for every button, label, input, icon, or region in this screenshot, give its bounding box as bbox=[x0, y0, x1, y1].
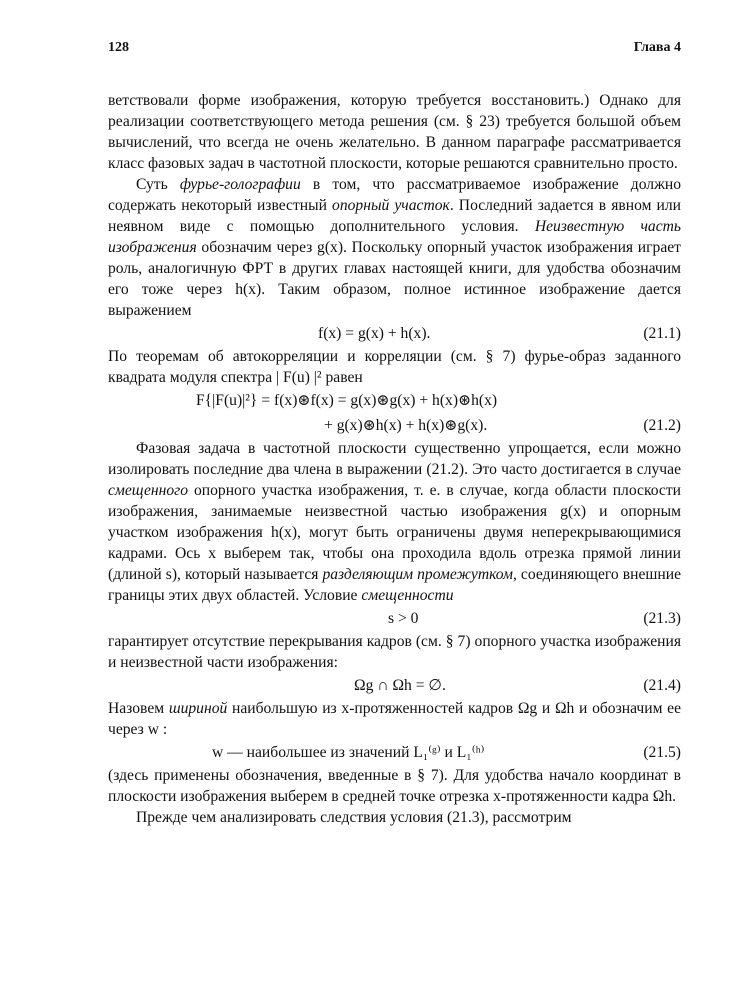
p6-text-c: наибольшую из x-протяженностей кадров Ωg и Ωh и обозначим ее через w : bbox=[108, 700, 681, 738]
equation-line-2: + g(x)⊛h(x) + h(x)⊛g(x). bbox=[324, 417, 488, 434]
paragraph-6 bbox=[108, 698, 681, 740]
chapter-title: Глава 4 bbox=[633, 40, 681, 55]
equation-21-4 bbox=[108, 673, 681, 698]
term-separating-gap: разделяющим промежутком bbox=[322, 566, 513, 583]
equation-formula: Ωg ∩ Ωh = ∅. bbox=[354, 677, 446, 694]
equation-number: (21.2) bbox=[643, 417, 681, 434]
paragraph-1: ветствовали форме изображения, которую требуется восстановить.) Однако для реализации соответствующего метода решения (см. § 23) требуется большой объем вычислений, что всегда не очень желательно. В данном параграфе рассматривается класс фазовых задач в частотной плоскости, которые решаются сравнительно просто. bbox=[108, 92, 681, 172]
p4-text-a: Фазовая задача в частотной плоскости существенно упрощается, если можно изолировать последние два члена в выражении (21.2). Это часто достигается в случае bbox=[108, 440, 681, 478]
p2-text-a: Суть bbox=[136, 176, 180, 193]
equation-line-1: F{|F(u)|²} = f(x)⊛f(x) = g(x)⊛g(x) + h(x)⊛h(x) bbox=[196, 392, 498, 409]
paragraph-5: гарантирует отсутствие перекрывания кадров (см. § 7) опорного участка изображения и неизвестной части изображения: bbox=[108, 633, 681, 671]
p2-text-g: обозначим через g(x). Поскольку опорный участок изображения играет роль, аналогичную ФРТ в других главах настоящей книги, для удобства обозначим его тоже через h(x). Таким образом, полное истинное изображение дается выражением bbox=[108, 239, 681, 319]
term-unknown-part: Неизвестную часть изображения bbox=[108, 218, 681, 256]
equation-formula: s > 0 bbox=[388, 610, 419, 627]
paragraph-8: Прежде чем анализировать следствия условия (21.3), рассмотрим bbox=[136, 809, 572, 826]
term-fourier-holography: фурье-голографии bbox=[179, 176, 301, 193]
paragraph-7: (здесь применены обозначения, введенные в § 7). Для удобства начало координат в плоскости изображения выберем в средней точке отрезка x-протяженности кадра Ωh. bbox=[108, 767, 681, 805]
paragraph-4 bbox=[108, 438, 681, 606]
paragraph-3: По теоремам об автокорреляции и корреляции (см. § 7) фурье-образ заданного квадрата модуля спектра | F(u) |² равен bbox=[108, 348, 681, 386]
p4-text-c: опорного участка изображения, т. е. в случае, когда области плоскости изображения, занимаемые неизвестной частью изображения g(x) и опорным участком изображения h(x), могут быть ограничены двумя неперекрывающимися кадрами. Ось x выберем так, чтобы она проходила вдоль отрезка прямой линии (длиной s), который называется bbox=[108, 482, 681, 583]
equation-21-3 bbox=[108, 606, 681, 631]
equation-formula: w — наибольшее из значений L₁⁽ᵍ⁾ и L₁⁽ʰ⁾ bbox=[212, 744, 485, 761]
equation-21-1 bbox=[108, 321, 681, 346]
equation-21-5 bbox=[108, 740, 681, 765]
text-body bbox=[108, 90, 681, 828]
term-shiftedness: смещенности bbox=[361, 587, 454, 604]
equation-21-2 bbox=[108, 388, 681, 438]
term-width: шириной bbox=[168, 700, 228, 717]
paragraph-2 bbox=[108, 174, 681, 321]
page-number: 128 bbox=[108, 40, 129, 55]
p6-text-a: Назовем bbox=[108, 700, 169, 717]
term-shifted: смещенного bbox=[108, 482, 189, 499]
term-reference-region: опорный участок bbox=[332, 197, 450, 214]
equation-number: (21.5) bbox=[643, 744, 681, 761]
p4-text-e: , соединяющего внешние границы этих двух областей. Условие bbox=[108, 566, 681, 604]
p2-text-e: . Последний задается в явном или неявном виде с помощью дополнительного условия. bbox=[108, 197, 681, 235]
equation-number: (21.4) bbox=[643, 677, 681, 694]
equation-number: (21.1) bbox=[643, 325, 681, 342]
page-header bbox=[108, 40, 681, 62]
equation-formula: f(x) = g(x) + h(x). bbox=[318, 325, 431, 342]
equation-number: (21.3) bbox=[643, 610, 681, 627]
p2-text-c: в том, что рассматриваемое изображение должно содержать некоторый известный bbox=[108, 176, 682, 214]
